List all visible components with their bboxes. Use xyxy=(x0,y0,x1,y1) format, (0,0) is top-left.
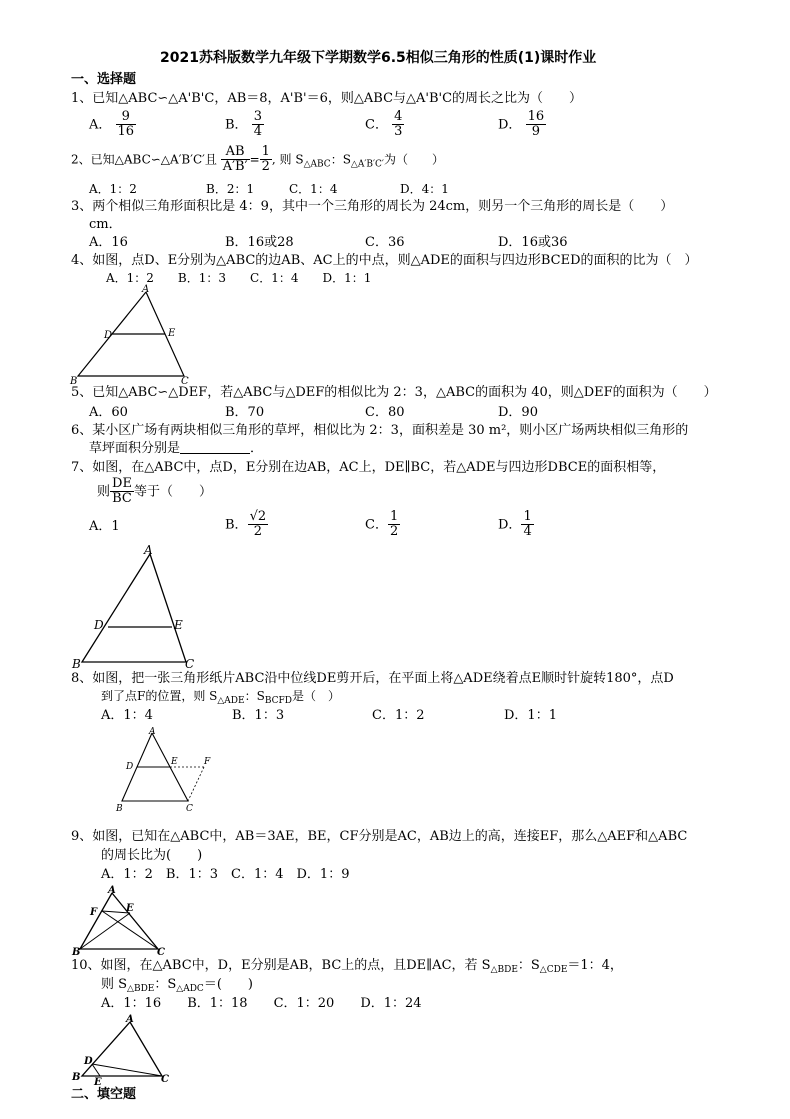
q10-label-b: B xyxy=(72,1072,81,1083)
q5-option-c[interactable]: C．80 xyxy=(365,405,405,420)
q9-stem: 9、如图，已知在△ABC中，AB＝3AE，BE，CF分别是AC，AB边上的高，连接EF，那么△AEF和△ABC xyxy=(71,829,688,844)
q3-option-d[interactable]: D．16或36 xyxy=(498,235,568,250)
q8-option-c[interactable]: C．1：2 xyxy=(372,708,425,723)
section-fill: 二、填空题 xyxy=(71,1087,137,1102)
q8-label-d: D xyxy=(126,762,134,772)
q3-option-b[interactable]: B．16或28 xyxy=(225,235,294,250)
q9-stem-2: 的周长比为( ) xyxy=(101,848,203,863)
q1-stem: 1、已知△ABC∽△A'B'C，AB＝8，A'B'＝6，则△ABC与△A'B'C的周长之比为（ ） xyxy=(71,91,583,106)
q2-option-a[interactable]: A．1：2 xyxy=(89,182,137,196)
q1-d-label: D． xyxy=(498,117,522,133)
q8-stem-2: 到了点F的位置，则 $S_{\triangle ADE}$：$S_{BCFD}$是（ ） xyxy=(101,689,340,706)
q7-stem-2: 则 $\frac{DE}{BC}$ 等于（ ） xyxy=(97,476,212,507)
q7-label-d: D xyxy=(94,618,104,632)
q8-option-a[interactable]: A．1：4 xyxy=(101,708,153,723)
q1-c-label: C． xyxy=(365,117,388,133)
q2-option-c[interactable]: C．1：4 xyxy=(289,182,338,196)
q4-label-e: E xyxy=(168,328,176,339)
q8-label-c: C xyxy=(186,804,193,813)
q3-option-c[interactable]: C．36 xyxy=(365,235,405,250)
q10-options[interactable]: A．1：16 B．1：18 C．1：20 D．1：24 xyxy=(101,996,422,1011)
q4-label-c: C xyxy=(181,376,189,386)
q7-label-e: E xyxy=(174,618,183,632)
q4-label-a: A xyxy=(142,284,150,295)
q9-figure xyxy=(70,883,170,958)
q7-label-b: B xyxy=(72,657,81,671)
q7-option-c[interactable]: C． $\frac{1}{2}$ xyxy=(365,509,399,540)
q4-triangle-figure xyxy=(68,284,198,386)
q1-b-label: B． xyxy=(225,117,248,133)
q1-c-fraction: $\frac{4}{3}$ xyxy=(394,109,403,140)
section-choice: 一、选择题 xyxy=(71,72,137,87)
page-title: 2021苏科版数学九年级下学期数学6.5相似三角形的性质(1)课时作业 xyxy=(160,50,597,66)
q7-label-a: A xyxy=(144,543,153,557)
q10-figure xyxy=(70,1010,180,1086)
q1-d-fraction: $\frac{16}{9}$ xyxy=(527,109,545,140)
q10-stem-2: 则 $S_{\triangle BDE}$：$S_{\triangle ADC}=$( ) xyxy=(101,977,253,994)
q7-triangle-figure xyxy=(68,542,198,672)
q3-stem: 3、两个相似三角形面积比是 4：9，其中一个三角形的周长为 24cm，则另一个三角形的周长是（ ） xyxy=(71,199,674,214)
q5-option-d[interactable]: D．90 xyxy=(498,405,538,420)
q4-stem: 4、如图，点D、E分别为△ABC的边AB、AC上的中点，则△ADE的面积与四边形BCED的面积的比为（ ） xyxy=(71,253,698,268)
q6-stem-2: 草坪面积分别是 ． xyxy=(89,441,264,456)
q1-b-fraction: $\frac{3}{4}$ xyxy=(253,109,262,140)
q7-stem: 7、如图，在△ABC中，点D，E分别在边AB，AC上，DE∥BC，若△ADE与四边形DBCE的面积相等， xyxy=(71,460,666,475)
q1-a-fraction: $\frac{9}{16}$ xyxy=(117,109,135,140)
q2-stem: 2、已知△ABC∽△A′B′C′且 $\frac{AB}{A'B'}$ = $\frac{1}{2}$ , 则 $S_{\triangle ABC}$：$S_{\triangle A'B'C'}$为（ ） xyxy=(71,144,444,175)
q8-option-d[interactable]: D．1：1 xyxy=(504,708,557,723)
q10-label-d: D xyxy=(84,1056,93,1067)
q2-option-d[interactable]: D．4：1 xyxy=(400,182,449,196)
q8-stem: 8、如图，把一张三角形纸片ABC沿中位线DE剪开后，在平面上将△ADE绕着点E顺时针旋转180°，点D xyxy=(71,671,674,686)
q7-option-d[interactable]: D． $\frac{1}{4}$ xyxy=(498,509,532,540)
q7-label-c: C xyxy=(185,657,195,671)
q1-option-b[interactable] xyxy=(225,110,264,140)
q10-label-c: C xyxy=(161,1074,169,1085)
q6-answer-blank[interactable] xyxy=(180,441,250,454)
q8-option-b[interactable]: B．1：3 xyxy=(232,708,285,723)
q9-label-a: A xyxy=(108,885,116,896)
q4-label-d: D xyxy=(104,330,113,341)
q8-label-a: A xyxy=(149,727,156,737)
q10-label-a: A xyxy=(126,1014,134,1025)
q5-option-b[interactable]: B．70 xyxy=(225,405,265,420)
q9-label-b: B xyxy=(72,947,81,958)
q9-label-f: F xyxy=(90,907,98,918)
q8-label-e: E xyxy=(171,757,178,767)
q3-stem-2: cm． xyxy=(89,217,122,232)
q1-option-a[interactable] xyxy=(89,110,136,140)
q4-options[interactable]: A．1：2 B．1：3 C．1：4 D．1：1 xyxy=(106,271,372,285)
q5-option-a[interactable]: A．60 xyxy=(89,405,128,420)
q5-stem: 5、已知△ABC∽△DEF，若△ABC与△DEF的相似比为 2：3，△ABC的面积为 40，则△DEF的面积为（ ） xyxy=(71,385,717,400)
q10-stem: 10、如图，在△ABC中，D，E分别是AB，BC上的点，且DE∥AC，若 $S_{\triangle BDE}$：$S_{\triangle CDE}=1$：4， xyxy=(71,958,623,975)
q4-label-b: B xyxy=(70,376,78,386)
q10-label-e: E xyxy=(94,1077,102,1086)
q8-label-f: F xyxy=(204,757,211,767)
q9-label-e: E xyxy=(126,903,134,914)
q6-stem: 6、某小区广场有两块相似三角形的草坪，相似比为 2：3，面积差是 30 m²，则小区广场两块相似三角形的 xyxy=(71,423,689,438)
q1-option-d[interactable] xyxy=(498,110,546,140)
q8-figure xyxy=(110,725,220,813)
q7-option-b[interactable]: B． $\frac{√2}{2}$ xyxy=(225,509,267,540)
q9-label-c: C xyxy=(157,947,165,958)
q9-options[interactable]: A．1：2 B．1：3 C．1：4 D．1：9 xyxy=(101,867,350,882)
q1-a-label: A． xyxy=(89,117,112,133)
q1-option-c[interactable] xyxy=(365,110,404,140)
q8-label-b: B xyxy=(116,804,123,813)
q3-option-a[interactable]: A．16 xyxy=(89,235,128,250)
q7-option-a[interactable]: A．1 xyxy=(89,519,120,534)
q2-option-b[interactable]: B．2：1 xyxy=(206,182,255,196)
